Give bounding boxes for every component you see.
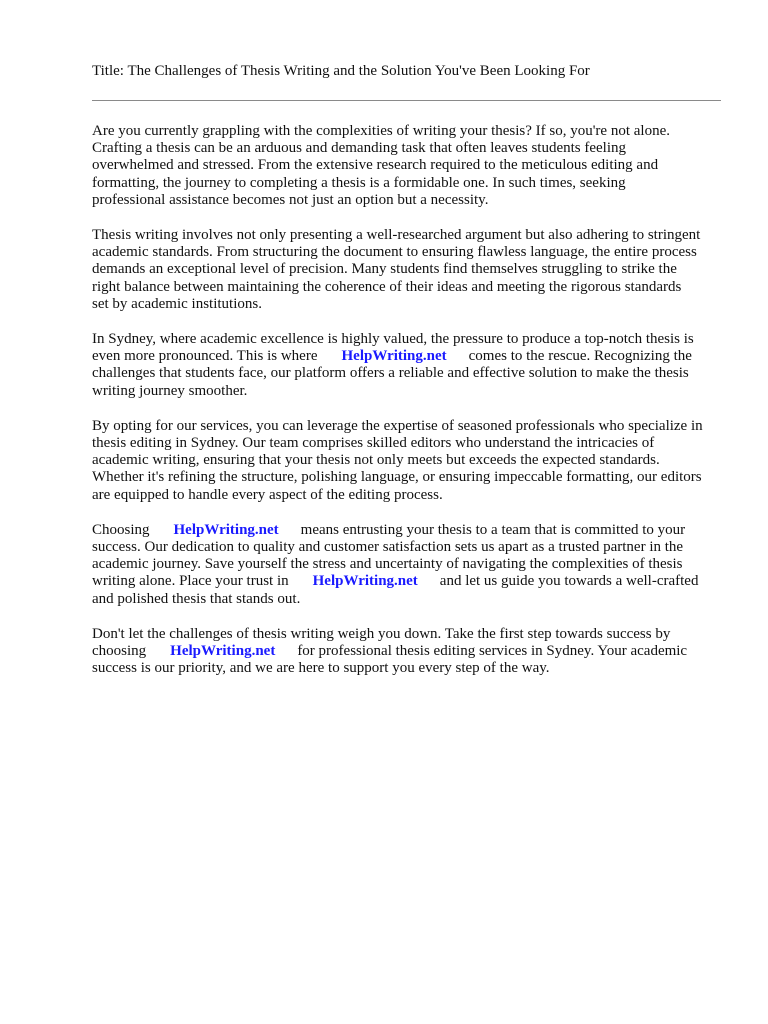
paragraph-services xyxy=(92,418,722,504)
paragraph-intro xyxy=(92,123,722,209)
text-line: are equipped to handle every aspect of the editing process. xyxy=(92,486,443,503)
text-line-with-link xyxy=(92,522,722,539)
text-line: and polished thesis that stands out. xyxy=(92,590,301,607)
text-line: demands an exceptional level of precision. Many students find themselves struggling to strike the xyxy=(92,261,677,278)
text-line: professional assistance becomes not just an option but a necessity. xyxy=(92,191,489,208)
text-fragment: for professional thesis editing services in Sydney. Your academic xyxy=(297,643,688,660)
text-line: Are you currently grappling with the complexities of writing your thesis? If so, you're not alone. xyxy=(92,123,670,139)
helpwriting-link[interactable]: HelpWriting.net xyxy=(341,348,447,365)
text-line: academic writing, ensuring that your thesis not only meets but exceeds the expected standards. xyxy=(92,452,660,469)
text-line: success. Our dedication to quality and customer satisfaction sets us apart as a trusted partner in the xyxy=(92,539,684,556)
document-body xyxy=(92,123,722,695)
helpwriting-link[interactable]: HelpWriting.net xyxy=(170,643,276,660)
text-fragment: even more pronounced. This is where xyxy=(92,348,318,365)
text-line: By opting for our services, you can leverage the expertise of seasoned professionals who specialize in xyxy=(92,417,703,434)
text-line: In Sydney, where academic excellence is highly valued, the pressure to produce a top-notch thesis is xyxy=(92,331,694,348)
paragraph-sydney xyxy=(92,331,722,400)
text-line: formatting, the journey to completing a thesis is a formidable one. In such times, seeking xyxy=(92,174,626,191)
text-fragment: comes to the rescue. Recognizing the xyxy=(468,348,692,365)
text-fragment: and let us guide you towards a well-crafted xyxy=(439,573,699,590)
text-line: Thesis writing involves not only presenting a well-researched argument but also adhering to stringent xyxy=(92,227,701,244)
text-line: challenges that students face, our platform offers a reliable and effective solution to make the thesis xyxy=(92,365,689,382)
document-title: Title: The Challenges of Thesis Writing and the Solution You've Been Looking For xyxy=(92,63,590,79)
text-line: Crafting a thesis can be an arduous and demanding task that often leaves students feeling xyxy=(92,140,627,157)
paragraph-choosing xyxy=(92,522,722,608)
text-fragment: writing alone. Place your trust in xyxy=(92,573,289,590)
text-line-with-link xyxy=(92,348,722,365)
text-line: right balance between maintaining the coherence of their ideas and meeting the rigorous standards xyxy=(92,278,682,295)
helpwriting-link[interactable]: HelpWriting.net xyxy=(173,521,279,538)
text-line-with-link xyxy=(92,573,722,590)
text-line: Whether it's refining the structure, polishing language, or ensuring impeccable formatting, our editors xyxy=(92,469,702,486)
text-line: Don't let the challenges of thesis writing weigh you down. Take the first step towards success by xyxy=(92,625,671,642)
helpwriting-link[interactable]: HelpWriting.net xyxy=(312,573,418,590)
text-line: set by academic institutions. xyxy=(92,295,262,312)
text-line-with-link xyxy=(92,643,722,660)
text-fragment: means entrusting your thesis to a team that is committed to your xyxy=(300,521,686,538)
text-line: academic journey. Save yourself the stress and uncertainty of navigating the complexities of thesis xyxy=(92,556,683,573)
text-line: writing journey smoother. xyxy=(92,382,248,399)
text-line: thesis editing in Sydney. Our team comprises skilled editors who understand the intricacies of xyxy=(92,435,655,452)
text-line: overwhelmed and stressed. From the extensive research required to the meticulous editing and xyxy=(92,157,659,174)
paragraph-thesis-writing xyxy=(92,227,722,313)
text-fragment: choosing xyxy=(92,643,147,660)
paragraph-closing xyxy=(92,626,722,678)
title-divider xyxy=(92,100,721,101)
text-line: academic standards. From structuring the document to ensuring flawless language, the entire process xyxy=(92,244,697,261)
text-line: success is our priority, and we are here to support you every step of the way. xyxy=(92,660,550,677)
text-fragment: Choosing xyxy=(92,521,150,538)
